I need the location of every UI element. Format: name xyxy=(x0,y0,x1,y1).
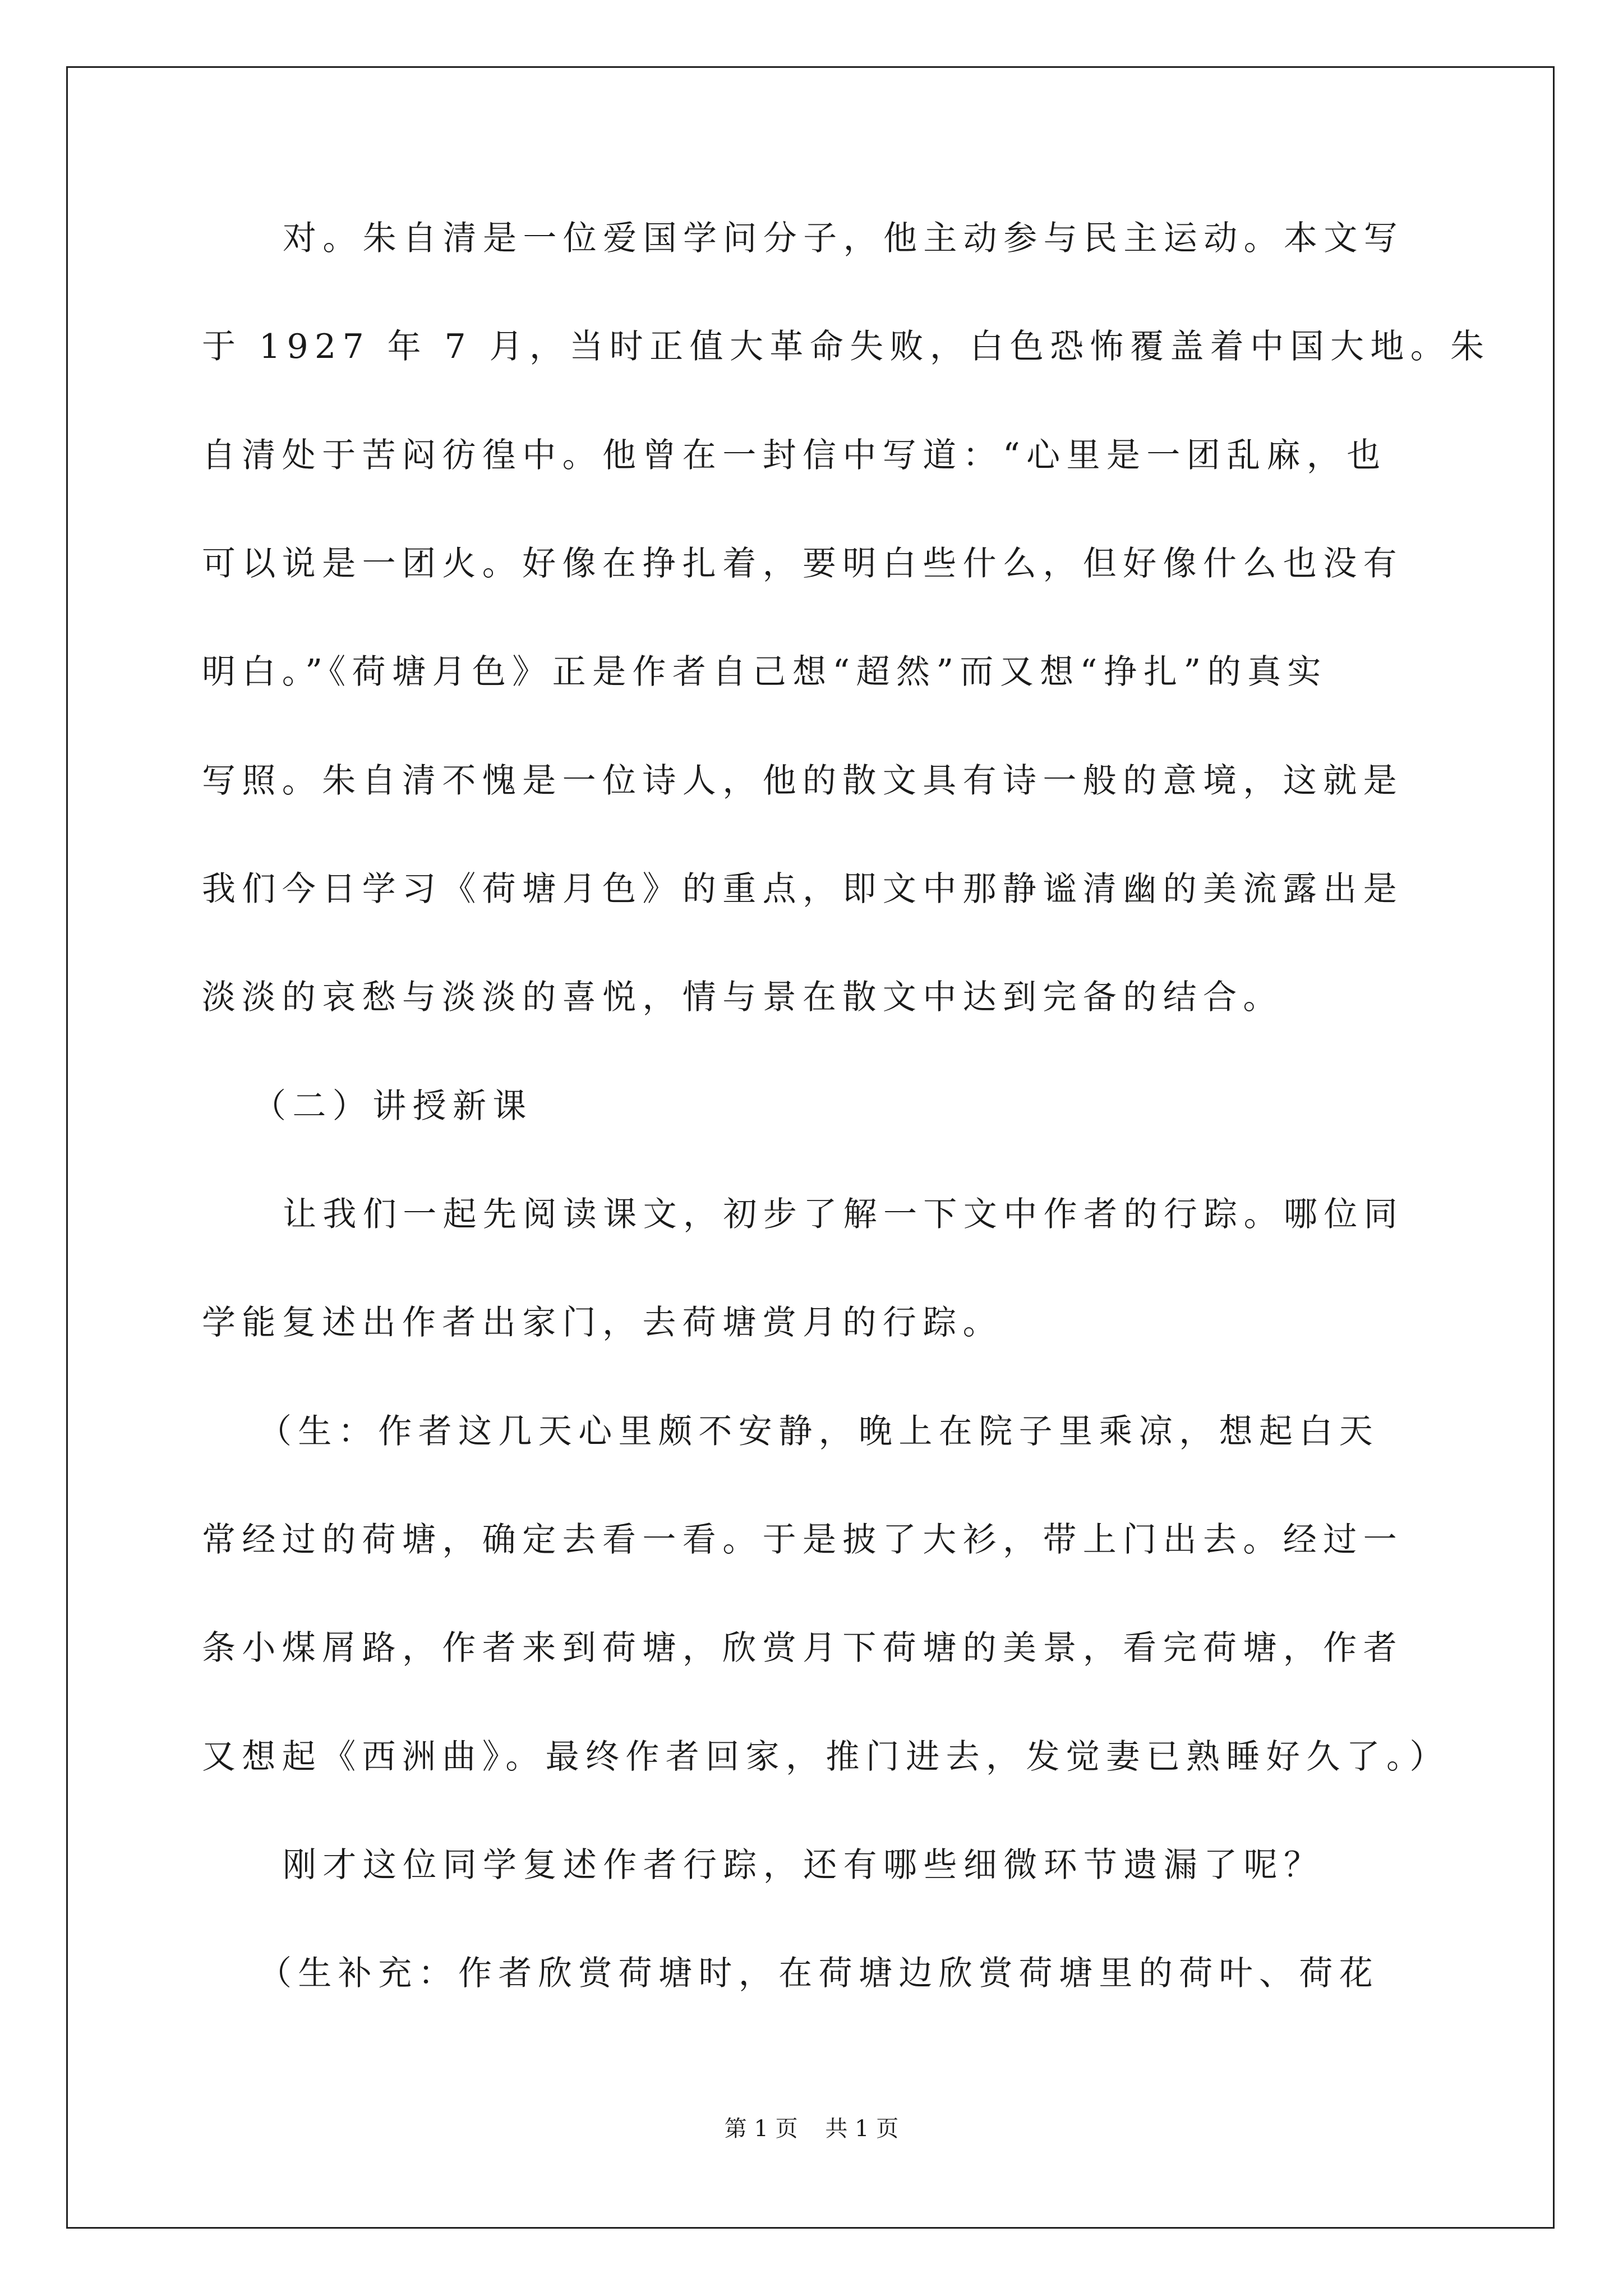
paragraph-line: 刚才这位同学复述作者行踪，还有哪些细微环节遗漏了呢？ xyxy=(283,1846,1324,1885)
paragraph-line: 淡淡的哀愁与淡淡的喜悦，情与景在散文中达到完备的结合。 xyxy=(202,978,1283,1017)
paragraph-line: 自清处于苦闷彷徨中。他曾在一封信中写道：“心里是一团乱麻，也 xyxy=(202,436,1387,475)
paragraph-line: 让我们一起先阅读课文，初步了解一下文中作者的行踪。哪位同 xyxy=(283,1195,1404,1234)
page-number: 第 1 页 xyxy=(724,2116,798,2142)
page-footer xyxy=(0,2115,1623,2143)
paragraph-line: 明白。”《荷塘月色》正是作者自己想“超然”而又想“挣扎”的真实 xyxy=(202,652,1327,692)
page-total: 共 1 页 xyxy=(825,2116,899,2142)
section-heading: （二）讲授新课 xyxy=(252,1087,533,1126)
paragraph-line: 常经过的荷塘，确定去看一看。于是披了大衫，带上门出去。经过一 xyxy=(202,1520,1403,1559)
paragraph-line: 于 1927 年 7 月，当时正值大革命失败，白色恐怖覆盖着中国大地。朱 xyxy=(202,327,1491,366)
paragraph-line: （生：作者这几天心里颇不安静，晚上在院子里乘凉，想起白天 xyxy=(258,1412,1380,1451)
paragraph-line: 我们今日学习《荷塘月色》的重点，即文中那静谧清幽的美流露出是 xyxy=(202,869,1403,909)
paragraph-line: 可以说是一团火。好像在挣扎着，要明白些什么，但好像什么也没有 xyxy=(202,544,1403,583)
page-border xyxy=(66,66,1555,2229)
paragraph-line: 条小煤屑路，作者来到荷塘，欣赏月下荷塘的美景，看完荷塘，作者 xyxy=(202,1628,1403,1668)
paragraph-line: 学能复述出作者出家门，去荷塘赏月的行踪。 xyxy=(202,1303,1003,1342)
paragraph-line: （生补充：作者欣赏荷塘时，在荷塘边欣赏荷塘里的荷叶、荷花 xyxy=(258,1954,1380,1993)
paragraph-line: 写照。朱自清不愧是一位诗人，他的散文具有诗一般的意境，这就是 xyxy=(202,761,1403,800)
paragraph-line: 又想起《西洲曲》。最终作者回家，推门进去，发觉妻已熟睡好久了。） xyxy=(202,1737,1450,1777)
paragraph-line: 对。朱自清是一位爱国学问分子，他主动参与民主运动。本文写 xyxy=(283,219,1404,258)
